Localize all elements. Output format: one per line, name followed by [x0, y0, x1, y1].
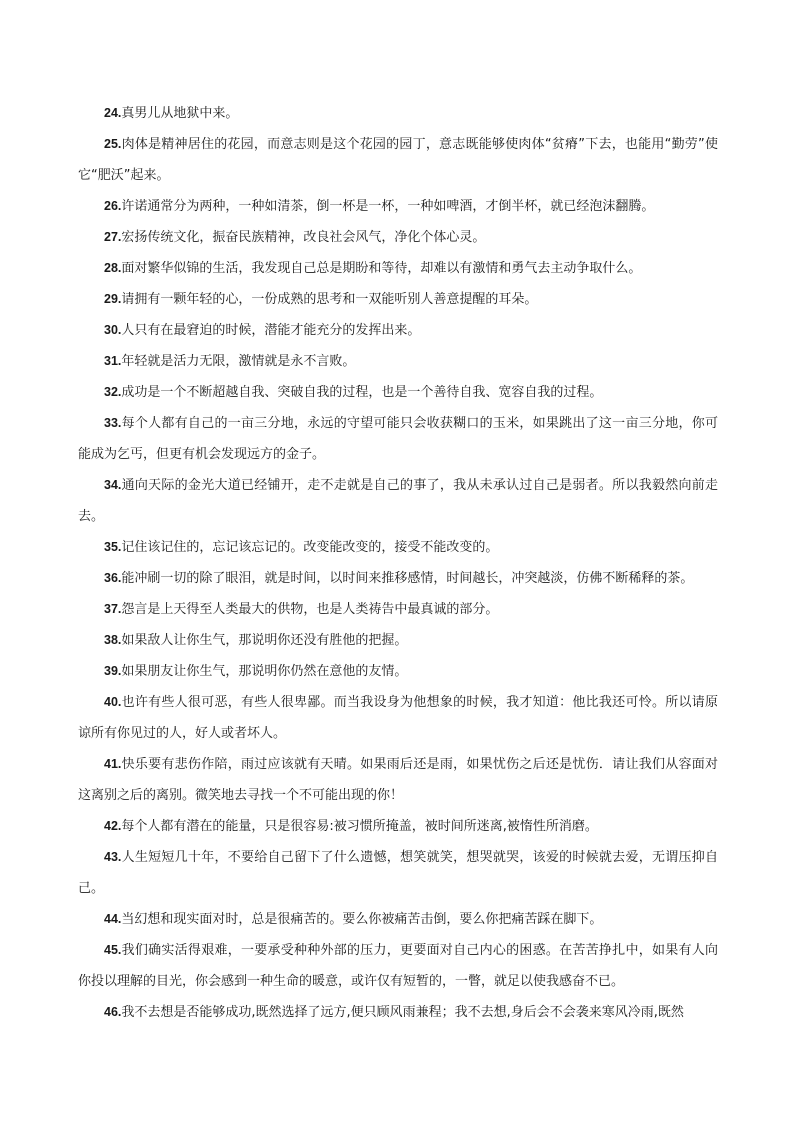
quote-entry: [78, 842, 718, 904]
quote-entry: [78, 997, 718, 1028]
quote-number: 37.: [104, 602, 122, 616]
quote-entry: [78, 98, 718, 129]
quote-number: 45.: [104, 943, 122, 957]
quote-entry: [78, 563, 718, 594]
quote-number: 35.: [104, 540, 122, 554]
quote-entry: [78, 253, 718, 284]
quote-number: 33.: [104, 416, 122, 430]
quote-number: 42.: [104, 819, 122, 833]
quote-text: 我不去想是否能够成功,既然选择了远方,便只顾风雨兼程；我不去想,身后会不会袭来寒风冷雨,既然: [121, 1005, 684, 1020]
quote-text: 通向天际的金光大道已经铺开，走不走就是自己的事了，我从未承认过自己是弱者。所以我毅然向前走去。: [78, 478, 718, 524]
quote-text: 每个人都有自己的一亩三分地，永远的守望可能只会收获糊口的玉米，如果跳出了这一亩三分地，你可能成为乞丐，但更有机会发现远方的金子。: [78, 416, 718, 462]
quote-text: 如果敌人让你生气，那说明你还没有胜他的把握。: [121, 633, 408, 648]
quote-number: 31.: [104, 354, 122, 368]
quote-text: 记住该记住的，忘记该忘记的。改变能改变的，接受不能改变的。: [121, 540, 499, 555]
quote-entry: [78, 470, 718, 532]
quote-number: 39.: [104, 664, 122, 678]
quote-entry: [78, 935, 718, 997]
quote-text: 肉体是精神居住的花园，而意志则是这个花园的园丁，意志既能够使肉体“贫瘠”下去，也能用“勤劳”使它“肥沃”起来。: [78, 137, 718, 183]
quote-entry: [78, 625, 718, 656]
quote-entry: [78, 315, 718, 346]
quote-text: 年轻就是活力无限，激情就是永不言败。: [121, 354, 356, 369]
quote-entry: [78, 656, 718, 687]
quote-number: 44.: [104, 912, 122, 926]
quote-number: 26.: [104, 199, 122, 213]
quote-text: 许诺通常分为两种，一种如清茶，倒一杯是一杯，一种如啤酒，才倒半杯，就已经泡沫翻腾。: [121, 199, 655, 214]
quote-text: 面对繁华似锦的生活，我发现自己总是期盼和等待，却难以有激情和勇气去主动争取什么。: [121, 261, 642, 276]
quote-entry: [78, 532, 718, 563]
quote-entry: [78, 687, 718, 749]
quote-text: 每个人都有潜在的能量，只是很容易:被习惯所掩盖，被时间所迷离,被惰性所消磨。: [121, 819, 598, 834]
quote-entry: [78, 129, 718, 191]
quote-text: 真男儿从地狱中来。: [121, 106, 239, 121]
quote-entry: [78, 191, 718, 222]
quote-number: 36.: [104, 571, 122, 585]
quote-number: 43.: [104, 850, 122, 864]
quote-text: 如果朋友让你生气，那说明你仍然在意他的友情。: [121, 664, 408, 679]
quote-text: 成功是一个不断超越自我、突破自我的过程，也是一个善待自我、宽容自我的过程。: [121, 385, 603, 400]
quote-number: 32.: [104, 385, 122, 399]
quote-text: 请拥有一颗年轻的心，一份成熟的思考和一双能听别人善意提醒的耳朵。: [121, 292, 538, 307]
quote-number: 30.: [104, 323, 122, 337]
quote-entry: [78, 594, 718, 625]
quote-text: 当幻想和现实面对时，总是很痛苦的。要么你被痛苦击倒，要么你把痛苦踩在脚下。: [121, 912, 603, 927]
quote-number: 41.: [104, 757, 122, 771]
quote-number: 38.: [104, 633, 122, 647]
quote-text: 也许有些人很可恶，有些人很卑鄙。而当我设身为他想象的时候，我才知道：他比我还可怜。所以请原谅所有你见过的人，好人或者坏人。: [78, 695, 718, 741]
quote-entry: [78, 408, 718, 470]
quote-text: 人生短短几十年，不要给自己留下了什么遗憾，想笑就笑，想哭就哭，该爱的时候就去爱，无谓压抑自己。: [78, 850, 718, 896]
quote-entry: [78, 377, 718, 408]
quote-number: 34.: [104, 478, 122, 492]
quote-text: 快乐要有悲伤作陪，雨过应该就有天晴。如果雨后还是雨，如果忧伤之后还是忧伤．请让我们从容面对这离别之后的离别。微笑地去寻找一个不可能出现的你！: [78, 757, 718, 803]
quote-entry: [78, 284, 718, 315]
quote-number: 29.: [104, 292, 122, 306]
quote-entry: [78, 749, 718, 811]
quote-number: 27.: [104, 230, 122, 244]
quote-text: 能冲刷一切的除了眼泪，就是时间，以时间来推移感情，时间越长，冲突越淡，仿佛不断稀释的茶。: [121, 571, 694, 586]
quote-text: 我们确实活得艰难，一要承受种种外部的压力，更要面对自己内心的困惑。在苦苦挣扎中，如果有人向你投以理解的目光，你会感到一种生命的暖意，或许仅有短暂的，一瞥，就足以使我感奋不已。: [78, 943, 718, 989]
quote-number: 24.: [104, 106, 122, 120]
quote-entry: [78, 222, 718, 253]
quote-entry: [78, 811, 718, 842]
quote-number: 46.: [104, 1005, 122, 1019]
quote-text: 人只有在最窘迫的时候，潜能才能充分的发挥出来。: [121, 323, 421, 338]
quote-text: 怨言是上天得至人类最大的供物，也是人类祷告中最真诚的部分。: [121, 602, 499, 617]
quote-number: 25.: [104, 137, 122, 151]
quote-entry: [78, 904, 718, 935]
quote-entry: [78, 346, 718, 377]
quote-text: 宏扬传统文化，振奋民族精神，改良社会风气，净化个体心灵。: [121, 230, 486, 245]
quote-number: 28.: [104, 261, 122, 275]
quote-list: [78, 98, 718, 1028]
quote-number: 40.: [104, 695, 122, 709]
